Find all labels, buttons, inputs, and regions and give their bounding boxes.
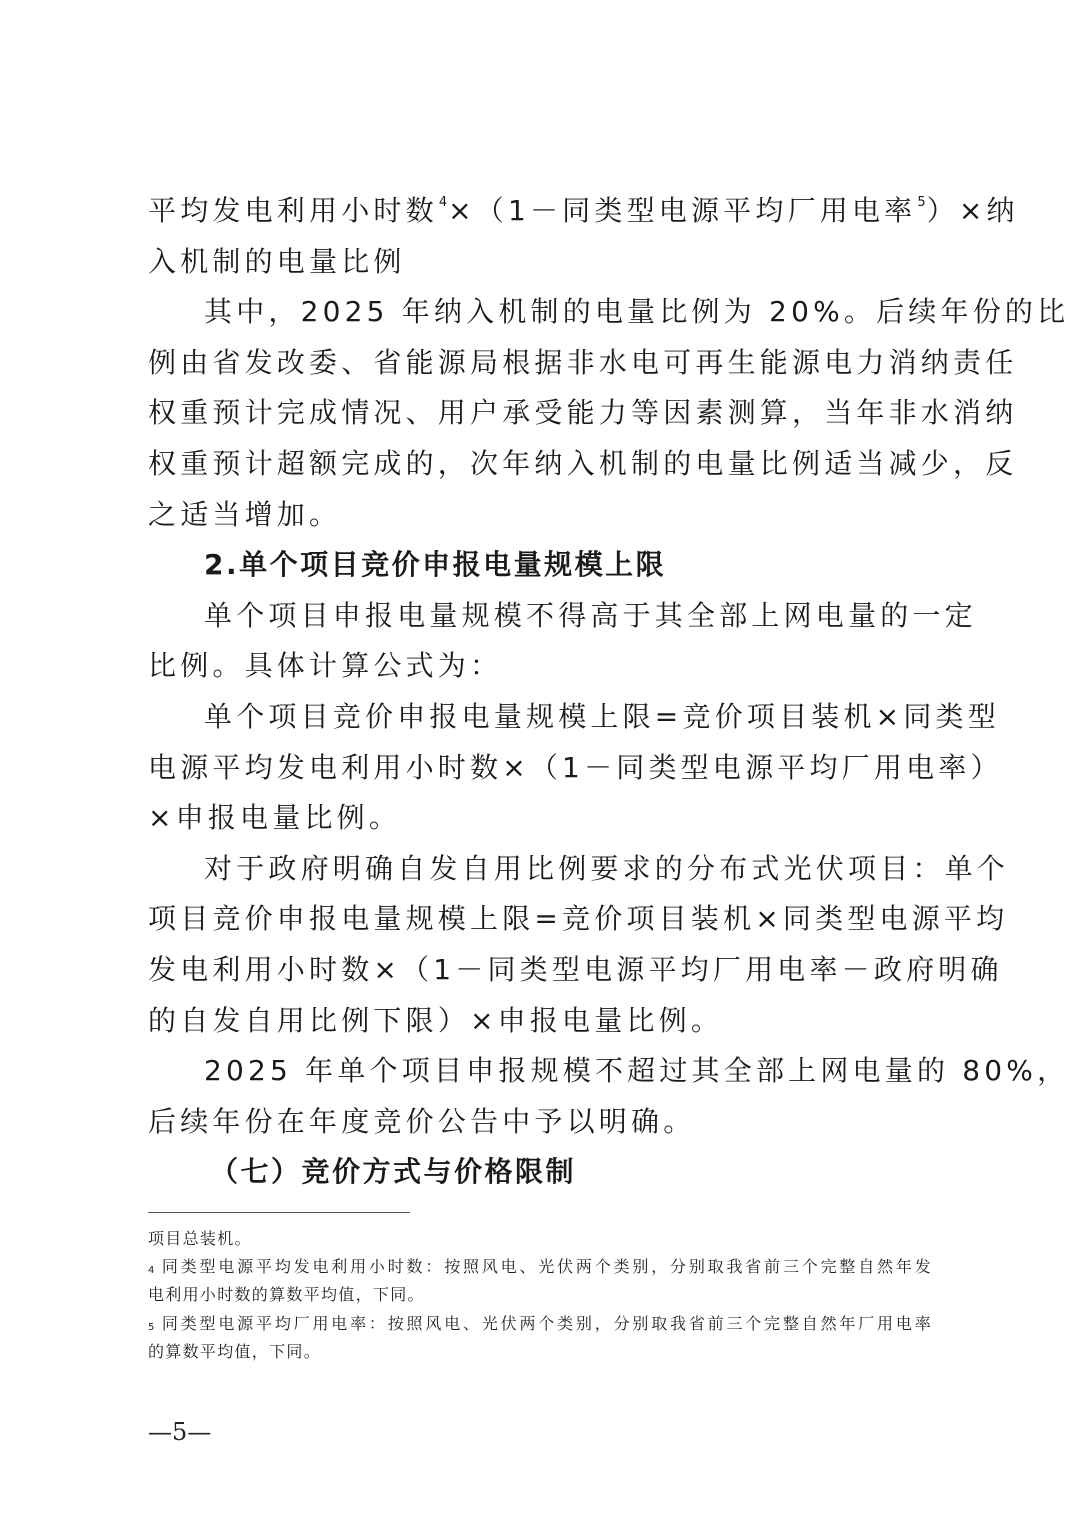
paragraph-line: 的自发自用比例下限）×申报电量比例。 xyxy=(148,1003,724,1037)
paragraph-line: 电源平均发电利用小时数×（1－同类型电源平均厂用电率） xyxy=(148,750,1003,784)
paragraph-line xyxy=(148,186,1019,237)
paragraph-line: 入机制的电量比例 xyxy=(148,244,406,278)
footnote-4 xyxy=(148,1253,932,1281)
paragraph-line: 权重预计完成情况、用户承受能力等因素测算，当年非水消纳 xyxy=(148,396,1018,430)
paragraph-line: 之适当增加。 xyxy=(148,497,342,531)
footnotes xyxy=(148,1225,932,1366)
body-text xyxy=(148,186,1070,1198)
paragraph-line: 对于政府明确自发自用比例要求的分布式光伏项目：单个 xyxy=(204,851,1010,885)
paragraph-line: 单个项目申报电量规模不得高于其全部上网电量的一定 xyxy=(204,598,977,632)
paragraph-line: 例由省发改委、省能源局根据非水电可再生能源电力消纳责任 xyxy=(148,345,1018,379)
paragraph-line: 权重预计超额完成的，次年纳入机制的电量比例适当减少，反 xyxy=(148,446,1018,480)
text-run: ）×纳 xyxy=(926,194,1019,227)
footnote-4-cont: 电利用小时数的算数平均值，下同。 xyxy=(148,1285,425,1305)
paragraph-line: 项目竞价申报电量规模上限=竞价项目装机×同类型电源平均 xyxy=(148,902,1009,936)
footnote-ref-5[interactable]: 5 xyxy=(917,195,926,210)
paragraph-line: 单个项目竞价申报电量规模上限=竞价项目装机×同类型 xyxy=(204,699,1000,733)
page-number: —5— xyxy=(148,1418,212,1446)
text-run: 平均发电利用小时数 xyxy=(148,194,438,227)
footnote-separator xyxy=(148,1212,410,1213)
footnote-mark-5: 5 xyxy=(148,1321,155,1333)
paragraph-line: 后续年份在年度竞价公告中予以明确。 xyxy=(148,1104,696,1138)
footnote-text: 同类型电源平均发电利用小时数：按照风电、光伏两个类别，分别取我省前三个完整自然年发 xyxy=(160,1257,932,1277)
footnote-5 xyxy=(148,1310,932,1338)
paragraph-line: 发电利用小时数×（1－同类型电源平均厂用电率－政府明确 xyxy=(148,952,1003,986)
footnote-mark-4: 4 xyxy=(148,1265,155,1277)
text-run: ×（1－同类型电源平均厂用电率 xyxy=(448,194,917,227)
footnote-ref-4[interactable]: 4 xyxy=(438,195,448,210)
section-heading: 2.单个项目竞价申报电量规模上限 xyxy=(204,548,667,582)
section-heading: （七）竞价方式与价格限制 xyxy=(210,1155,577,1189)
paragraph-line: 其中，2025 年纳入机制的电量比例为 20%。后续年份的比 xyxy=(204,295,1070,329)
paragraph-line: 比例。具体计算公式为： xyxy=(148,649,503,683)
paragraph-line: ×申报电量比例。 xyxy=(148,801,402,835)
footnote-continuation: 项目总装机。 xyxy=(148,1229,252,1248)
paragraph-line: 2025 年单个项目申报规模不超过其全部上网电量的 80%， xyxy=(204,1054,1070,1088)
footnote-5-cont: 的算数平均值，下同。 xyxy=(148,1341,322,1361)
footnote-text: 同类型电源平均厂用电率：按照风电、光伏两个类别，分别取我省前三个完整自然年厂用电率 xyxy=(160,1313,932,1333)
